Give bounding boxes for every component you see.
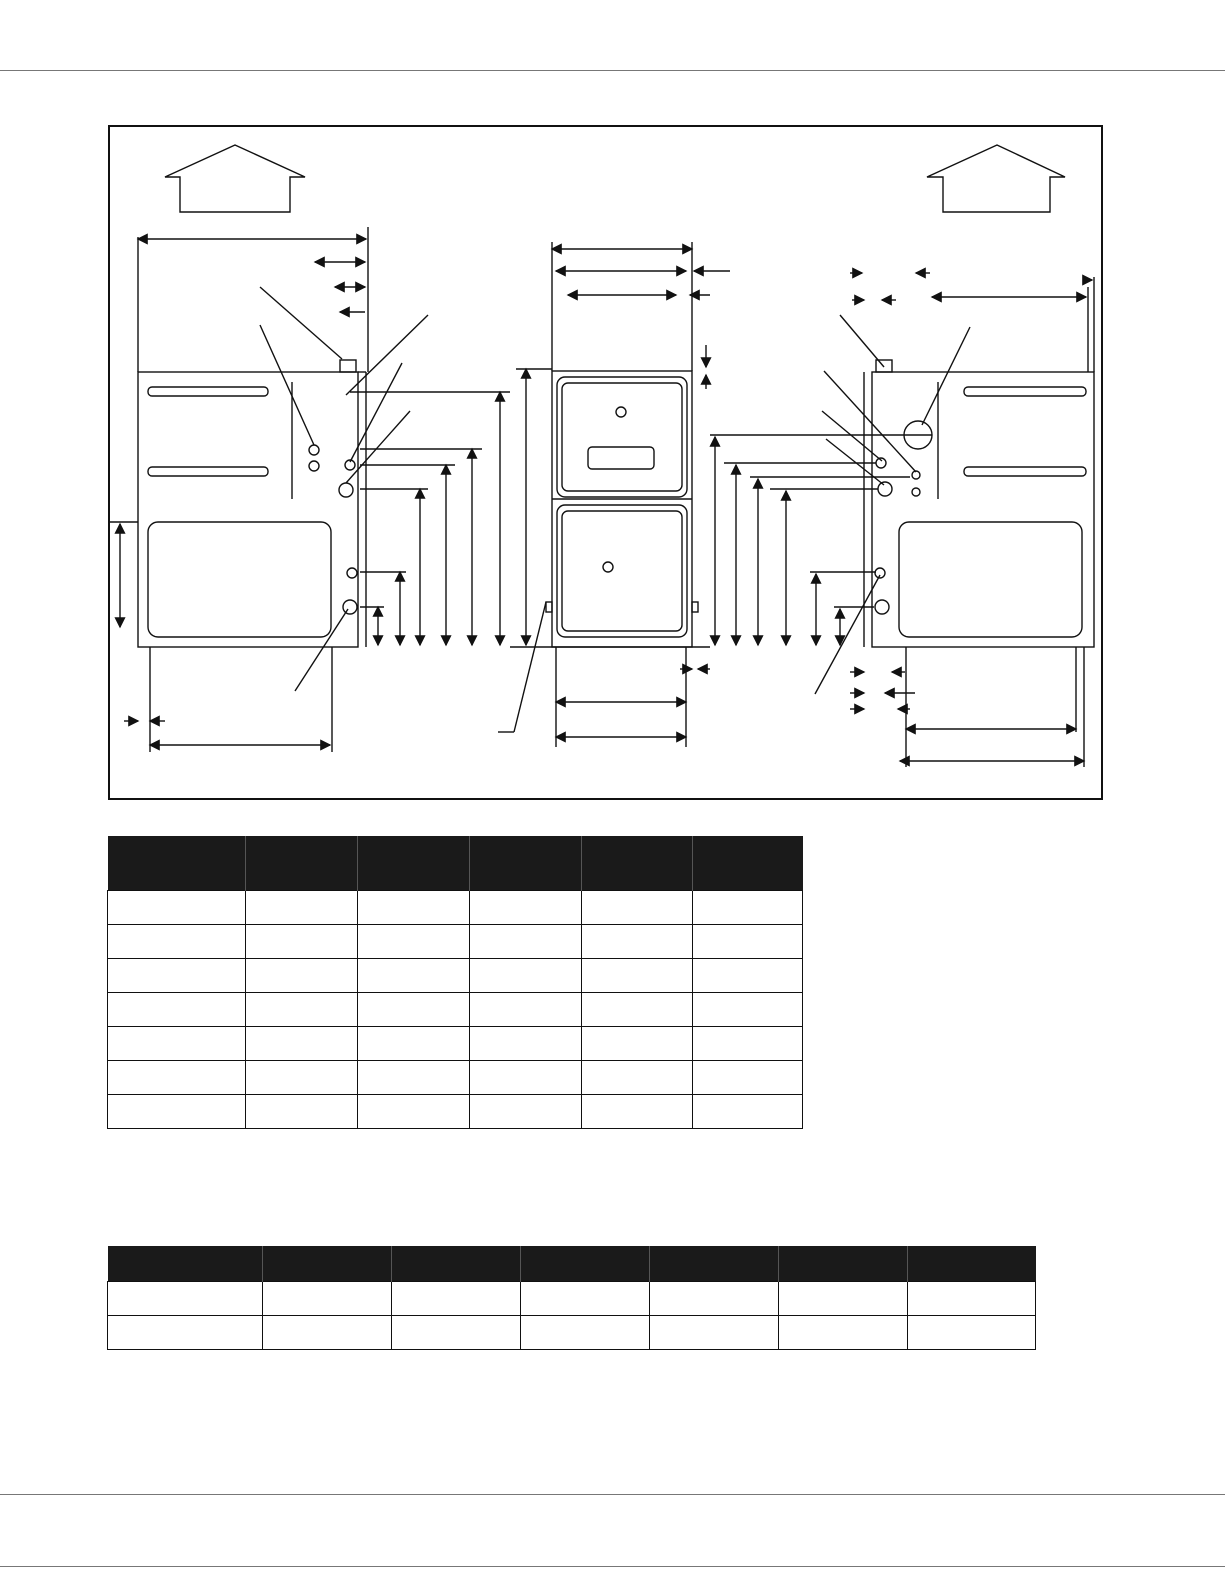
table-cell: [391, 1316, 520, 1350]
front-view: [498, 242, 730, 747]
dimension-drawing-svg: [110, 127, 1105, 802]
table-cell: [108, 959, 246, 993]
table-cell: [245, 1027, 357, 1061]
table-cell: [581, 993, 692, 1027]
table-cell: [469, 993, 581, 1027]
table-row: [108, 1027, 803, 1061]
table-cell: [581, 891, 692, 925]
table-row: [108, 959, 803, 993]
table-cell: [108, 925, 246, 959]
table-cell: [692, 925, 803, 959]
table-cell: [245, 925, 357, 959]
table-cell: [520, 1316, 649, 1350]
table-cell: [692, 993, 803, 1027]
table-cell: [469, 891, 581, 925]
model-table-header-cell: [245, 836, 357, 891]
table-row: [108, 1095, 803, 1129]
table-cell: [357, 1027, 469, 1061]
table-cell: [357, 891, 469, 925]
table-cell: [520, 1282, 649, 1316]
table-cell: [357, 959, 469, 993]
left-side-view: [110, 227, 510, 752]
table-row: [108, 925, 803, 959]
table-cell: [469, 959, 581, 993]
right-side-view: [710, 273, 1094, 767]
table-cell: [262, 1316, 391, 1350]
vent-table-header-cell: [262, 1246, 391, 1282]
model-table-header-cell: [469, 836, 581, 891]
table-cell: [245, 891, 357, 925]
table-cell: [692, 959, 803, 993]
bottom-rule-upper: [0, 1494, 1225, 1495]
table-row: [108, 891, 803, 925]
table-row: [108, 993, 803, 1027]
model-dimension-table: [107, 836, 803, 1129]
table-cell: [907, 1282, 1036, 1316]
table-cell: [357, 925, 469, 959]
bottom-rule-lower: [0, 1566, 1225, 1567]
table-cell: [108, 891, 246, 925]
model-table-header-cell: [108, 836, 246, 891]
vent-table-header-cell: [520, 1246, 649, 1282]
table-cell: [108, 1061, 246, 1095]
table-cell: [357, 1095, 469, 1129]
vent-table-header-cell: [108, 1246, 263, 1282]
table-cell: [262, 1282, 391, 1316]
airflow-up-arrow-left: [165, 145, 305, 212]
table-row: [108, 1282, 1036, 1316]
table-cell: [108, 1316, 263, 1350]
table-cell: [245, 1095, 357, 1129]
table-cell: [692, 1095, 803, 1129]
table-cell: [108, 1282, 263, 1316]
table-cell: [245, 959, 357, 993]
table-cell: [778, 1316, 907, 1350]
table-cell: [907, 1316, 1036, 1350]
table-cell: [692, 1061, 803, 1095]
model-table-header-cell: [692, 836, 803, 891]
table-row: [108, 1316, 1036, 1350]
vent-table-header-cell: [649, 1246, 778, 1282]
table-cell: [778, 1282, 907, 1316]
vent-table-header-cell: [778, 1246, 907, 1282]
table-cell: [692, 891, 803, 925]
table-cell: [108, 1095, 246, 1129]
table-cell: [581, 1095, 692, 1129]
table-cell: [692, 1027, 803, 1061]
model-table-header-row: [108, 836, 803, 891]
table-cell: [581, 959, 692, 993]
model-table-header-cell: [581, 836, 692, 891]
table-cell: [469, 1061, 581, 1095]
table-cell: [245, 993, 357, 1027]
table-cell: [469, 1095, 581, 1129]
table-cell: [581, 1061, 692, 1095]
table-cell: [357, 993, 469, 1027]
table-row: [108, 1061, 803, 1095]
table-cell: [391, 1282, 520, 1316]
table-cell: [357, 1061, 469, 1095]
table-cell: [469, 1027, 581, 1061]
model-table-header-cell: [357, 836, 469, 891]
table-cell: [649, 1282, 778, 1316]
vent-dimension-table: [107, 1246, 1036, 1350]
airflow-up-arrow-right: [927, 145, 1065, 212]
top-rule: [0, 70, 1225, 71]
vent-table-header-cell: [907, 1246, 1036, 1282]
table-cell: [649, 1316, 778, 1350]
table-cell: [108, 1027, 246, 1061]
table-cell: [581, 925, 692, 959]
table-cell: [469, 925, 581, 959]
furnace-dimension-drawing: [108, 125, 1103, 800]
table-cell: [581, 1027, 692, 1061]
vent-table-header-row: [108, 1246, 1036, 1282]
table-cell: [108, 993, 246, 1027]
table-cell: [245, 1061, 357, 1095]
vent-table-header-cell: [391, 1246, 520, 1282]
